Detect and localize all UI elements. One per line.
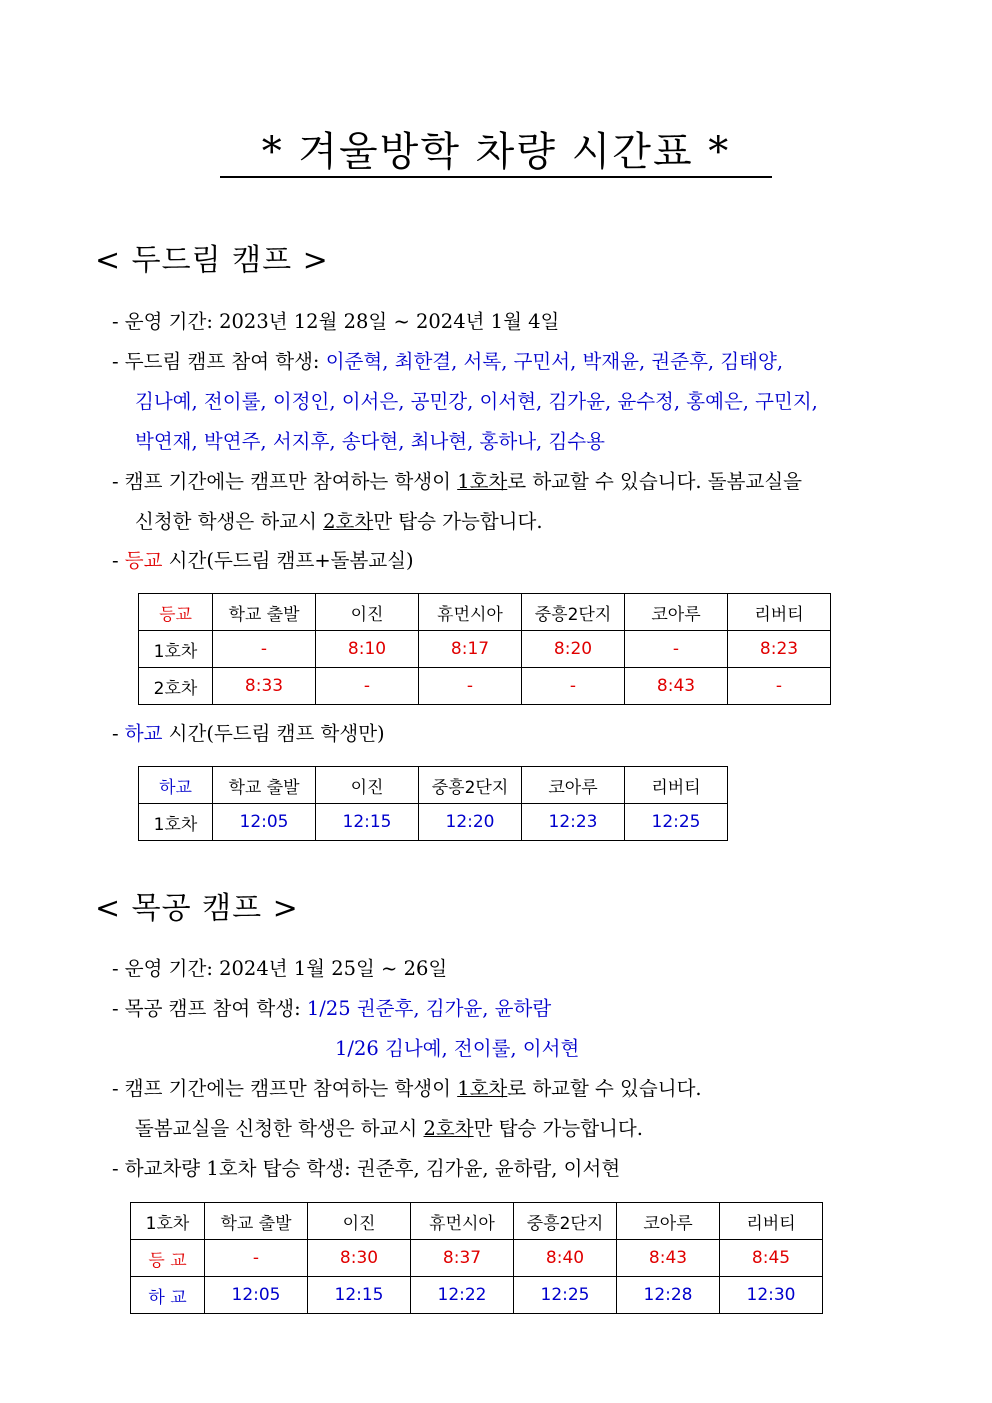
dodream-leave-label [112,721,385,747]
dodream-note2 [135,509,543,535]
table-header-cell: 코아루 [617,1203,720,1240]
dodream-arrive-word: 등교 [124,549,163,572]
mokgong-note1-b: 로 하교할 수 있습니다. [507,1077,702,1100]
mokgong-note2-car: 2호차 [423,1117,474,1140]
table-header-cell: 1호차 [131,1203,205,1240]
table-cell: 12:15 [316,804,419,841]
table-row [139,804,728,841]
dodream-note2-b: 만 탑승 가능합니다. [373,510,543,533]
table-cell: 12:28 [617,1277,720,1314]
table-cell: - [522,668,625,705]
dodream-students-line1: 이준혁, 최한결, 서록, 구민서, 박재윤, 권준후, 김태양, [325,350,784,373]
table-cell: 12:25 [514,1277,617,1314]
dodream-note1 [112,469,802,495]
table-header-row [139,767,728,804]
table-cell: 12:30 [720,1277,823,1314]
table-header-cell: 리버티 [720,1203,823,1240]
table-cell: 12:25 [625,804,728,841]
table-row [131,1277,823,1314]
dodream-heading: < 두드림 캠프 > [95,243,329,278]
table-header-cell: 리버티 [728,594,831,631]
table-cell: - [205,1240,308,1277]
table-header-cell: 학교 출발 [213,594,316,631]
dodream-note1-car: 1호차 [457,470,508,493]
table-header-cell: 중흥2단지 [419,767,522,804]
table-header-cell: 등교 [139,594,213,631]
table-cell: 1호차 [139,631,213,668]
table-header-cell: 휴먼시아 [411,1203,514,1240]
mokgong-period: - 운영 기간: 2024년 1월 25일 ~ 26일 [112,957,448,980]
mokgong-students-line2: 1/26 김나예, 전이룰, 이서현 [335,1037,580,1060]
table-row [139,631,831,668]
table-cell: - [316,668,419,705]
mokgong-riders: - 하교차량 1호차 탑승 학생: 권준후, 김가윤, 윤하람, 이서현 [112,1157,621,1180]
table-cell: 2호차 [139,668,213,705]
dodream-leave-suffix: 시간(두드림 캠프 학생만) [162,722,385,745]
table-header-cell: 하교 [139,767,213,804]
table-cell: - [213,631,316,668]
table-cell: 8:45 [720,1240,823,1277]
dodream-arrive-label [112,548,414,574]
table-cell: 8:40 [514,1240,617,1277]
dodream-students-line3: 박연재, 박연주, 서지후, 송다현, 최나현, 홍하나, 김수용 [135,430,605,453]
table-header-cell: 이진 [316,767,419,804]
table-cell: 8:43 [617,1240,720,1277]
dodream-leave-table [138,766,728,841]
dodream-note1-a: - 캠프 기간에는 캠프만 참여하는 학생이 [112,470,458,493]
mokgong-note1-car: 1호차 [457,1077,508,1100]
table-cell: 8:20 [522,631,625,668]
table-cell: 12:22 [411,1277,514,1314]
table-cell: 8:10 [316,631,419,668]
dodream-note2-a: 신청한 학생은 하교시 [135,510,324,533]
dodream-arrive-table [138,593,831,705]
dodream-period: - 운영 기간: 2023년 12월 28일 ~ 2024년 1월 4일 [112,310,560,333]
table-header-cell: 학교 출발 [213,767,316,804]
dodream-students [112,349,783,375]
dodream-note1-b: 로 하교할 수 있습니다. 돌봄교실을 [507,470,802,493]
dodream-note2-car: 2호차 [323,510,374,533]
table-cell: 1호차 [139,804,213,841]
table-cell: - [728,668,831,705]
dodream-students-line2: 김나예, 전이룰, 이정인, 이서은, 공민강, 이서현, 김가윤, 윤수정, 홍예은, 구민지, [135,390,818,413]
page-title: * 겨울방학 차량 시간표 * [220,128,772,178]
table-row [131,1240,823,1277]
table-header-cell: 중흥2단지 [522,594,625,631]
mokgong-note2 [135,1116,643,1142]
table-row [139,668,831,705]
table-cell: 12:15 [308,1277,411,1314]
table-cell: 8:30 [308,1240,411,1277]
mokgong-students-prefix: - 목공 캠프 참여 학생: [112,997,301,1020]
dodream-leave-prefix: - [112,722,125,745]
dodream-arrive-suffix: 시간(두드림 캠프+돌봄교실) [162,549,414,572]
table-cell: 8:43 [625,668,728,705]
table-cell: - [419,668,522,705]
table-cell: 8:23 [728,631,831,668]
table-cell: 12:05 [205,1277,308,1314]
table-cell: 8:17 [419,631,522,668]
mokgong-note1 [112,1076,702,1102]
table-cell: 하 교 [131,1277,205,1314]
table-cell: - [625,631,728,668]
dodream-students-prefix: - 두드림 캠프 참여 학생: [112,350,320,373]
table-header-cell: 학교 출발 [205,1203,308,1240]
mokgong-students-line1: 1/25 권준후, 김가윤, 윤하람 [306,997,552,1020]
table-cell: 12:23 [522,804,625,841]
mokgong-note2-a: 돌봄교실을 신청한 학생은 하교시 [135,1117,424,1140]
table-header-cell: 중흥2단지 [514,1203,617,1240]
table-header-cell: 휴먼시아 [419,594,522,631]
table-header-row [139,594,831,631]
dodream-leave-word: 하교 [124,722,163,745]
mokgong-note2-b: 만 탑승 가능합니다. [473,1117,643,1140]
table-header-cell: 코아루 [522,767,625,804]
table-header-cell: 이진 [316,594,419,631]
mokgong-students [112,996,551,1022]
table-cell: 12:20 [419,804,522,841]
mokgong-table [130,1202,823,1314]
table-cell: 등 교 [131,1240,205,1277]
dodream-arrive-prefix: - [112,549,125,572]
table-cell: 8:37 [411,1240,514,1277]
table-header-cell: 이진 [308,1203,411,1240]
table-cell: 12:05 [213,804,316,841]
mokgong-note1-a: - 캠프 기간에는 캠프만 참여하는 학생이 [112,1077,458,1100]
table-header-row [131,1203,823,1240]
table-cell: 8:33 [213,668,316,705]
mokgong-heading: < 목공 캠프 > [95,891,299,926]
table-header-cell: 코아루 [625,594,728,631]
table-header-cell: 리버티 [625,767,728,804]
